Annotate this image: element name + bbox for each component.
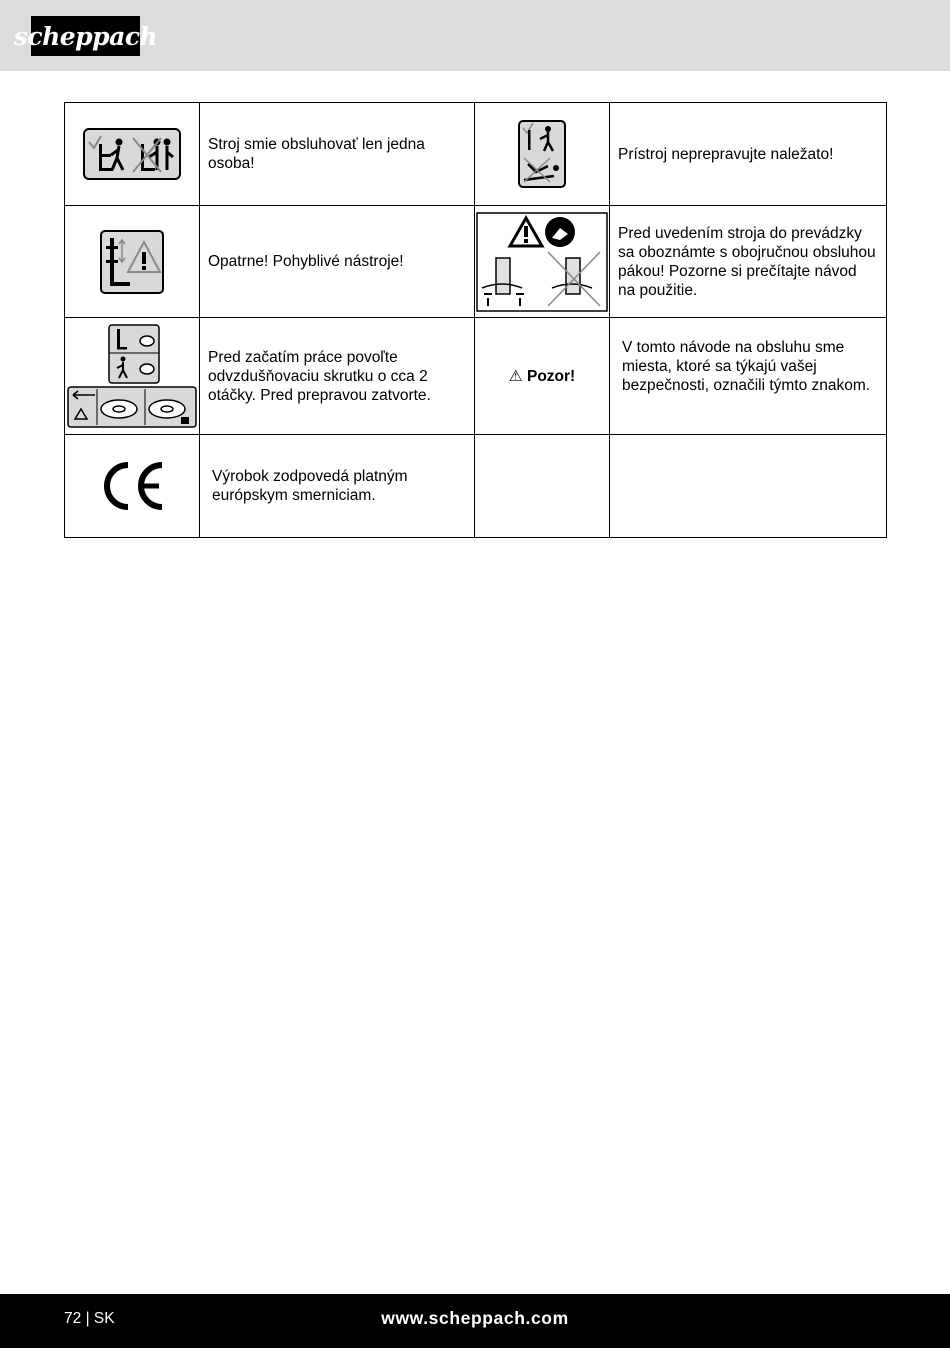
warning-label-text: Pozor! <box>527 367 576 385</box>
table-row <box>65 206 887 318</box>
ce-mark-icon <box>99 461 165 511</box>
table-row <box>65 103 887 206</box>
symbol-description: Prístroj neprepravujte naležato! <box>610 103 887 206</box>
empty-cell <box>475 435 610 538</box>
symbol-cell <box>65 318 200 435</box>
separator: | <box>85 1310 90 1327</box>
do-not-transport-lying-icon <box>518 120 566 188</box>
vent-screw-icon <box>67 323 197 429</box>
table-row <box>65 435 887 538</box>
symbol-cell <box>65 103 200 206</box>
page-number-value: 72 <box>64 1310 82 1327</box>
symbol-description: Pred uvedením stroja do prevádzky sa oboznámte s obojručnou obsluhou pákou! Pozorne si prečítajte návod na použitie. <box>610 206 887 318</box>
scheppach-logo: scheppach <box>31 16 140 56</box>
symbol-description: V tomto návode na obsluhu sme miesta, ktoré sa týkajú vašej bezpečnosti, označili týmto znakom. <box>610 318 887 435</box>
warning-triangle-icon: ⚠ <box>508 367 523 385</box>
two-hand-lever-manual-icon <box>476 212 608 312</box>
symbol-cell <box>65 435 200 538</box>
page-header <box>0 0 950 71</box>
symbol-cell <box>475 318 610 435</box>
page-footer <box>0 1294 950 1348</box>
symbol-description: Výrobok zodpovedá platným európskym smerniciam. <box>200 435 475 538</box>
symbol-cell <box>475 103 610 206</box>
symbol-cell <box>65 206 200 318</box>
symbol-description: Stroj smie obsluhovať len jedna osoba! <box>200 103 475 206</box>
one-person-operation-icon <box>83 128 181 180</box>
empty-cell <box>610 435 887 538</box>
symbol-description: Pred začatím práce povoľte odvzdušňovaciu skrutku o cca 2 otáčky. Pred prepravou zatvorte. <box>200 318 475 435</box>
symbol-cell <box>475 206 610 318</box>
moving-tools-warning-icon <box>100 230 164 294</box>
warning-label <box>475 367 609 386</box>
language-code: SK <box>93 1310 115 1327</box>
website-url[interactable]: www.scheppach.com <box>381 1308 569 1328</box>
safety-symbols-table <box>64 102 887 538</box>
symbol-description: Opatrne! Pohyblivé nástroje! <box>200 206 475 318</box>
table-row <box>65 318 887 435</box>
